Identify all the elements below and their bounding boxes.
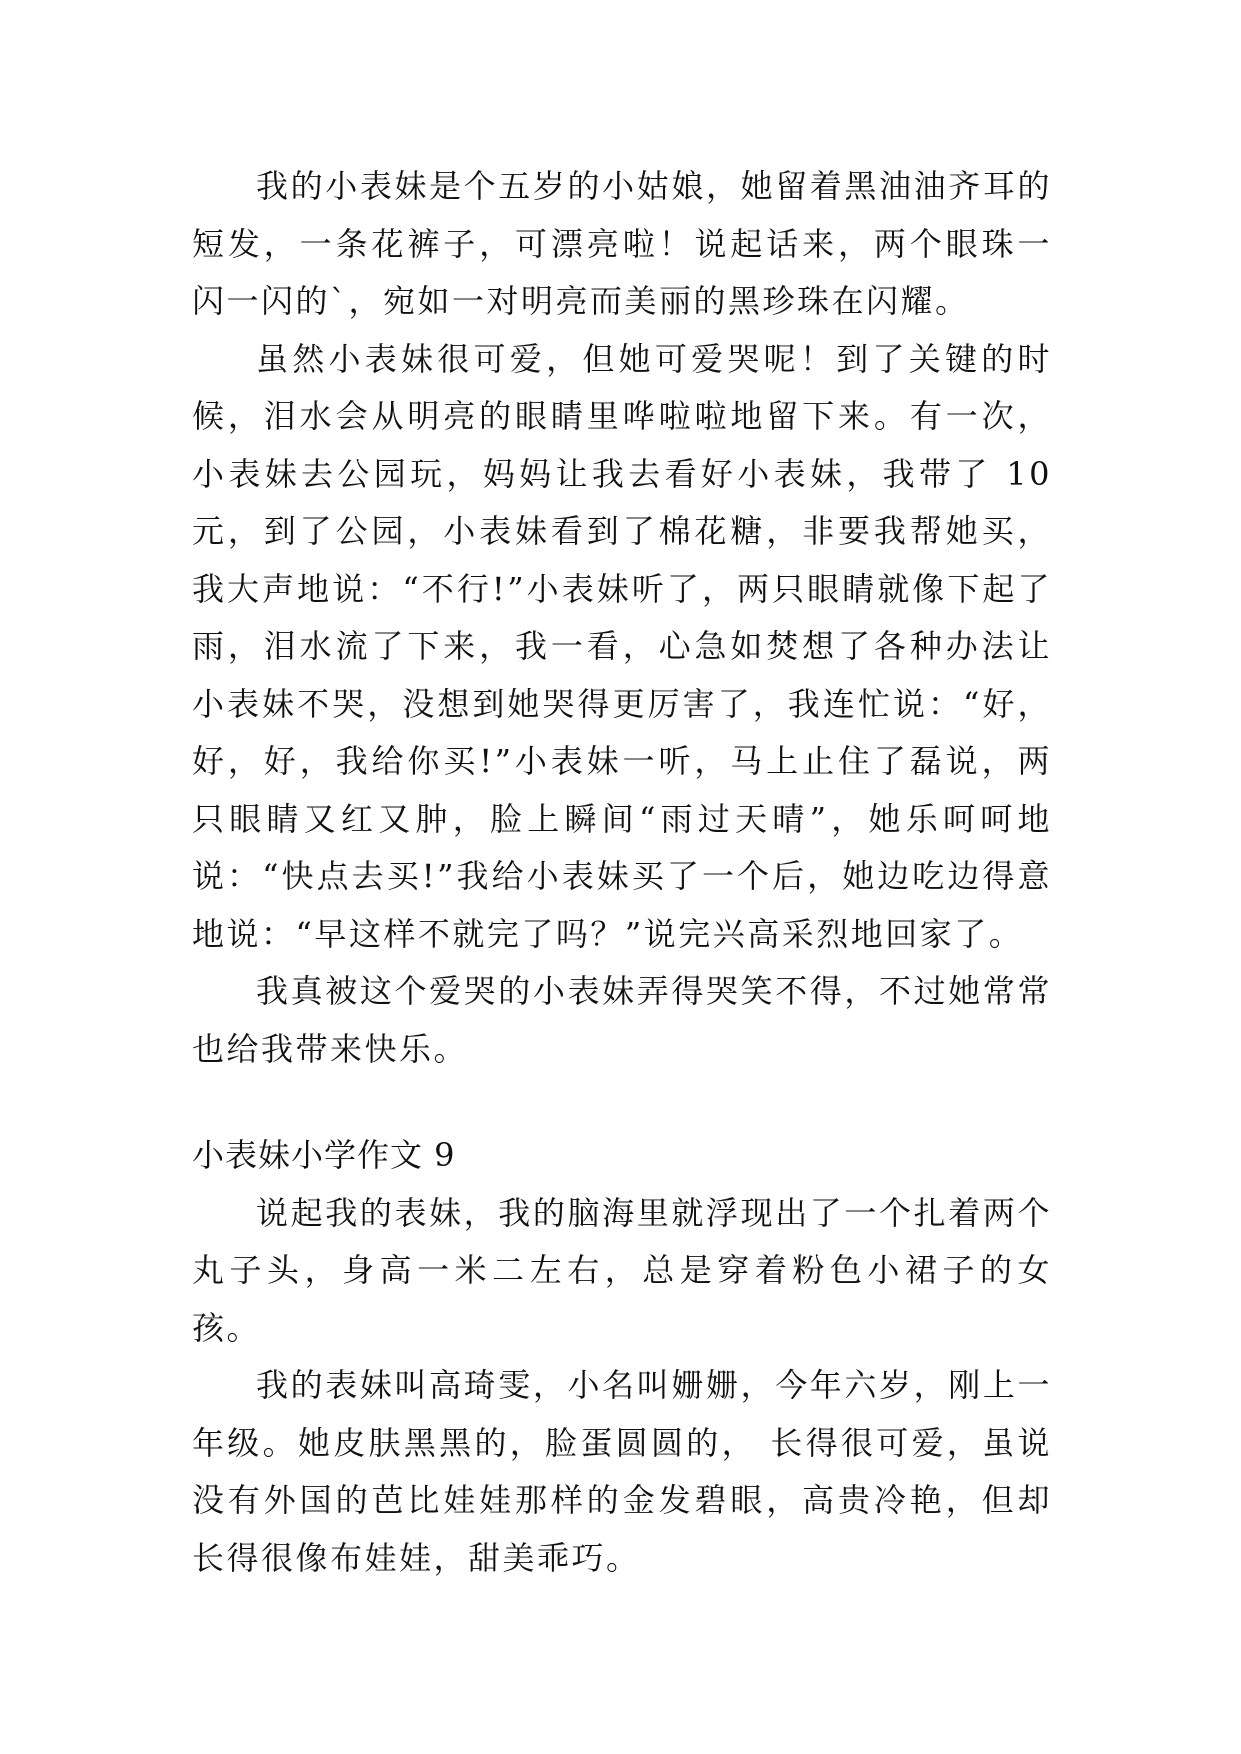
document-body <box>192 158 1052 1587</box>
paragraph-conclusion: 我真被这个爱哭的小表妹弄得哭笑不得，不过她常常也给我带来快乐。 <box>192 972 1052 1068</box>
paragraph-cousin-intro: 说起我的表妹，我的脑海里就浮现出了一个扎着两个丸子头，身高一米二左右，总是穿着粉色小裙子的女孩。 <box>192 1193 1052 1347</box>
paragraph-cousin-appearance: 我的小表妹是个五岁的小姑娘，她留着黑油油齐耳的短发，一条花裤子，可漂亮啦！说起话来，两个眼珠一闪一闪的`，宛如一对明亮而美丽的黑珍珠在闪耀。 <box>192 167 1052 320</box>
section-title: 小表妹小学作文 9 <box>192 1136 456 1174</box>
paragraph-cousin-description: 我的表妹叫高琦雯，小名叫姗姗，今年六岁，刚上一年级。她皮肤黑黑的，脸蛋圆圆的， 长得很可爱，虽说没有外国的芭比娃娃那样的金发碧眼，高贵冷艳，但却长得很像布娃娃，甜美乖巧。 <box>192 1366 1052 1577</box>
paragraph-cousin-crying-story: 虽然小表妹很可爱，但她可爱哭呢！到了关键的时候，泪水会从明亮的眼睛里哗啦啦地留下来。有一次，小表妹去公园玩，妈妈让我去看好小表妹，我带了 10 元，到了公园，小表妹看到了棉花糖，非要我帮她买，我大声地说：“不行!”小表妹听了，两只眼睛就像下起了雨，泪水流了下来，我一看，心急如焚想了各种办法让小表妹不哭，没想到她哭得更厉害了，我连忙说：“好，好，好，我给你买!”小表妹一听，马上止住了磊说，两只眼睛又红又肿，脸上瞬间“雨过天晴”，她乐呵呵地说：“快点去买!”我给小表妹买了一个后，她边吃边得意地说：“早这样不就完了吗？”说完兴高采烈地回家了。 <box>192 339 1052 953</box>
